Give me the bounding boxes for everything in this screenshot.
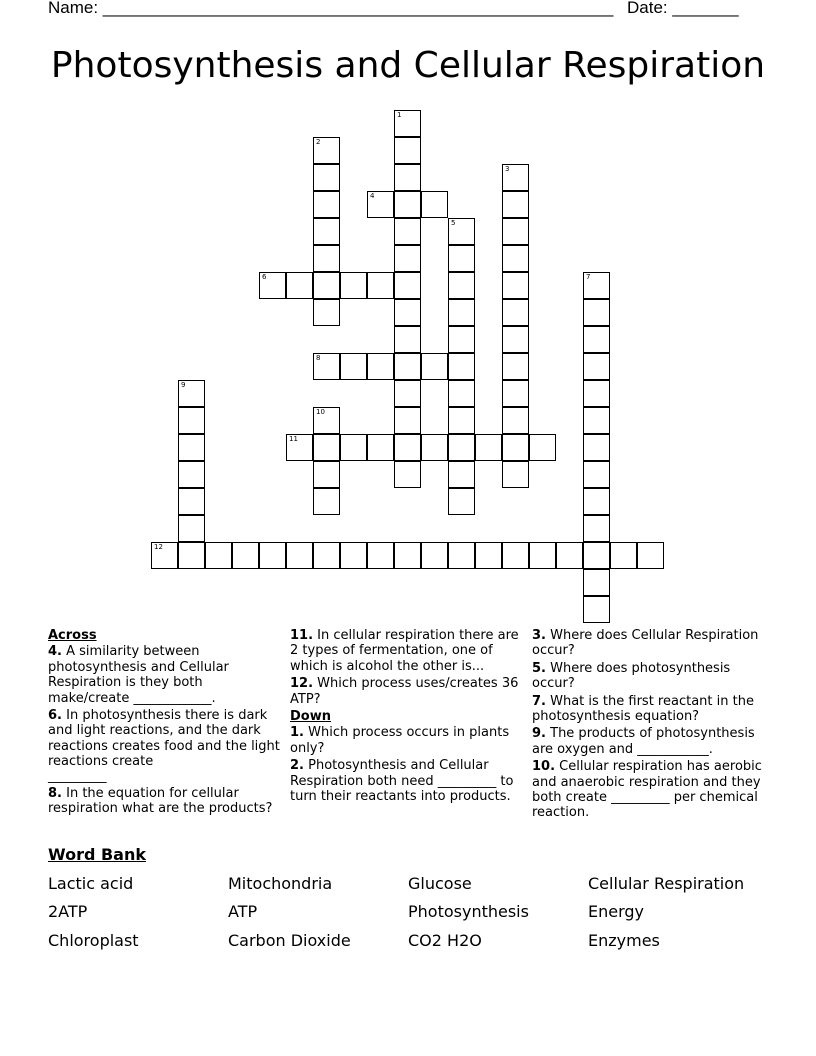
- clue-number: 5: [451, 219, 456, 227]
- crossword-cell[interactable]: [502, 461, 529, 488]
- crossword-cell[interactable]: [367, 434, 394, 461]
- crossword-cell[interactable]: [502, 326, 529, 353]
- crossword-cell[interactable]: [583, 434, 610, 461]
- crossword-cell[interactable]: [178, 488, 205, 515]
- clues-column-3: [532, 628, 768, 823]
- across-heading: Across: [48, 628, 97, 643]
- crossword-cell[interactable]: [313, 218, 340, 245]
- clue-number: 3: [505, 165, 510, 173]
- crossword-cell[interactable]: [394, 299, 421, 326]
- crossword-cell[interactable]: [259, 272, 286, 299]
- crossword-cell[interactable]: [367, 191, 394, 218]
- crossword-cell[interactable]: [583, 542, 610, 569]
- crossword-cell[interactable]: [232, 542, 259, 569]
- clue-down-2: 2. Photosynthesis and Cellular Respiration both need _________ to turn their reactants into products.: [290, 758, 514, 805]
- crossword-cell[interactable]: [583, 299, 610, 326]
- crossword-cell[interactable]: [448, 488, 475, 515]
- word-bank-item: 2ATP: [48, 902, 88, 921]
- clue-down-10: 10. Cellular respiration has aerobic and anaerobic respiration and they both create _________ per chemical reaction.: [532, 759, 762, 821]
- clues-column-2: [290, 628, 520, 806]
- crossword-cell[interactable]: [394, 164, 421, 191]
- crossword-cell[interactable]: [421, 353, 448, 380]
- crossword-cell[interactable]: [178, 542, 205, 569]
- crossword-cell[interactable]: [502, 542, 529, 569]
- word-bank-item: CO2 H2O: [408, 931, 482, 950]
- clue-number: 9: [181, 381, 186, 389]
- word-bank-item: Glucose: [408, 874, 472, 893]
- crossword-cell[interactable]: [340, 272, 367, 299]
- crossword-cell[interactable]: [367, 272, 394, 299]
- crossword-cell[interactable]: [313, 272, 340, 299]
- crossword-cell[interactable]: [475, 542, 502, 569]
- down-heading: Down: [290, 709, 331, 725]
- clue-number: 1: [397, 111, 402, 119]
- crossword-cell[interactable]: [340, 434, 367, 461]
- clue-number: 10: [316, 408, 325, 416]
- crossword-cell[interactable]: [178, 434, 205, 461]
- clue-down-1: 1. Which process occurs in plants only?: [290, 725, 510, 756]
- clue-number: 11: [289, 435, 298, 443]
- crossword-cell[interactable]: [583, 353, 610, 380]
- clue-number: 7: [586, 273, 591, 281]
- crossword-cell[interactable]: [637, 542, 664, 569]
- crossword-cell[interactable]: [421, 542, 448, 569]
- clue-across-11: 11. In cellular respiration there are 2 types of fermentation, one of which is alcohol the other is...: [290, 628, 519, 674]
- crossword-cell[interactable]: [583, 272, 610, 299]
- crossword-cell[interactable]: [502, 218, 529, 245]
- crossword-cell[interactable]: [529, 542, 556, 569]
- name-field-label: Name: ______________________________________________________: [48, 0, 614, 17]
- crossword-cell[interactable]: [502, 164, 529, 191]
- crossword-cell[interactable]: [367, 353, 394, 380]
- clue-across-12: 12. Which process uses/creates 36 ATP?: [290, 676, 519, 707]
- crossword-cell[interactable]: [583, 380, 610, 407]
- crossword-cell[interactable]: [286, 434, 313, 461]
- crossword-cell[interactable]: [583, 326, 610, 353]
- crossword-cell[interactable]: [151, 542, 178, 569]
- crossword-cell[interactable]: [502, 245, 529, 272]
- crossword-cell[interactable]: [502, 380, 529, 407]
- crossword-cell[interactable]: [583, 461, 610, 488]
- crossword-cell[interactable]: [502, 191, 529, 218]
- crossword-cell[interactable]: [583, 515, 610, 542]
- crossword-cell[interactable]: [367, 542, 394, 569]
- crossword-cell[interactable]: [394, 191, 421, 218]
- crossword-cell[interactable]: [313, 488, 340, 515]
- clue-number: 6: [262, 273, 267, 281]
- crossword-cell[interactable]: [394, 461, 421, 488]
- crossword-cell[interactable]: [556, 542, 583, 569]
- word-bank-item: Chloroplast: [48, 931, 139, 950]
- crossword-cell[interactable]: [421, 191, 448, 218]
- crossword-cell[interactable]: [205, 542, 232, 569]
- crossword-cell[interactable]: [529, 434, 556, 461]
- clue-number: 12: [154, 543, 163, 551]
- crossword-cell[interactable]: [313, 164, 340, 191]
- crossword-cell[interactable]: [448, 299, 475, 326]
- crossword-cell[interactable]: [475, 434, 502, 461]
- crossword-cell[interactable]: [448, 542, 475, 569]
- word-bank-item: Lactic acid: [48, 874, 134, 893]
- crossword-cell[interactable]: [313, 191, 340, 218]
- clue-down-9: 9. The products of photosynthesis are oxygen and ___________.: [532, 726, 755, 757]
- crossword-cell[interactable]: [394, 218, 421, 245]
- word-bank-item: Energy: [588, 902, 645, 921]
- crossword-cell[interactable]: [448, 353, 475, 380]
- clue-number: 2: [316, 138, 321, 146]
- crossword-cell[interactable]: [178, 407, 205, 434]
- crossword-cell[interactable]: [502, 299, 529, 326]
- crossword-cell[interactable]: [394, 434, 421, 461]
- crossword-cell[interactable]: [259, 542, 286, 569]
- crossword-cell[interactable]: [313, 353, 340, 380]
- crossword-cell[interactable]: [583, 488, 610, 515]
- crossword-cell[interactable]: [178, 515, 205, 542]
- crossword-cell[interactable]: [394, 380, 421, 407]
- crossword-cell[interactable]: [502, 434, 529, 461]
- crossword-cell[interactable]: [448, 245, 475, 272]
- crossword-cell[interactable]: [313, 407, 340, 434]
- crossword-cell[interactable]: [583, 407, 610, 434]
- clue-number: 4: [370, 192, 375, 200]
- crossword-cell[interactable]: [448, 434, 475, 461]
- crossword-cell[interactable]: [394, 542, 421, 569]
- clue-across-4: 4. A similarity between photosynthesis and Cellular Respiration is they both make/create ____________.: [48, 644, 229, 706]
- crossword-cell[interactable]: [340, 542, 367, 569]
- crossword-cell[interactable]: [394, 137, 421, 164]
- crossword-cell[interactable]: [286, 542, 313, 569]
- word-bank-item: Enzymes: [588, 931, 660, 950]
- crossword-cell[interactable]: [448, 218, 475, 245]
- word-bank-item: ATP: [228, 902, 258, 921]
- word-bank-item: Cellular Respiration: [588, 874, 745, 893]
- crossword-cell[interactable]: [313, 137, 340, 164]
- crossword-cell[interactable]: [448, 407, 475, 434]
- crossword-cell[interactable]: [394, 245, 421, 272]
- word-bank-item: Photosynthesis: [408, 902, 529, 921]
- clue-across-8: 8. In the equation for cellular respiration what are the products?: [48, 785, 273, 817]
- crossword-cell[interactable]: [313, 299, 340, 326]
- crossword-cell[interactable]: [394, 353, 421, 380]
- crossword-cell[interactable]: [583, 569, 610, 596]
- clue-number: 8: [316, 354, 321, 362]
- crossword-cell[interactable]: [178, 461, 205, 488]
- crossword-cell[interactable]: [313, 245, 340, 272]
- crossword-cell[interactable]: [394, 110, 421, 137]
- crossword-cell[interactable]: [421, 434, 448, 461]
- crossword-cell[interactable]: [340, 353, 367, 380]
- crossword-cell[interactable]: [394, 407, 421, 434]
- clues-column-1: [48, 628, 284, 818]
- crossword-cell[interactable]: [286, 272, 313, 299]
- crossword-cell[interactable]: [448, 461, 475, 488]
- crossword-cell[interactable]: [394, 272, 421, 299]
- clue-down-5: 5. Where does photosynthesis occur?: [532, 660, 731, 692]
- crossword-cell[interactable]: [610, 542, 637, 569]
- word-bank-item: Carbon Dioxide: [228, 931, 351, 950]
- crossword-cell[interactable]: [502, 407, 529, 434]
- crossword-cell[interactable]: [502, 272, 529, 299]
- clue-across-6: 6. In photosynthesis there is dark and light reactions, and the dark reactions creates food and the light reactions create: [48, 708, 280, 770]
- crossword-cell[interactable]: [448, 272, 475, 299]
- crossword-cell[interactable]: [394, 326, 421, 353]
- crossword-cell[interactable]: [313, 434, 340, 461]
- clue-down-3: 3. Where does Cellular Respiration occur?: [532, 628, 759, 659]
- crossword-cell[interactable]: [448, 326, 475, 353]
- clue-down-7: 7. What is the first reactant in the photosynthesis equation?: [532, 693, 754, 725]
- word-bank-item: Mitochondria: [228, 874, 333, 893]
- date-field-label: Date: _______: [627, 0, 739, 17]
- page-title: Photosynthesis and Cellular Respiration: [50, 45, 766, 86]
- crossword-cell[interactable]: [448, 380, 475, 407]
- crossword-cell[interactable]: [502, 353, 529, 380]
- crossword-cell[interactable]: [583, 596, 610, 623]
- crossword-cell[interactable]: [313, 542, 340, 569]
- word-bank-title: Word Bank: [48, 845, 147, 864]
- crossword-cell[interactable]: [178, 380, 205, 407]
- crossword-cell[interactable]: [313, 461, 340, 488]
- clue-across-6-blank: _________: [48, 768, 107, 784]
